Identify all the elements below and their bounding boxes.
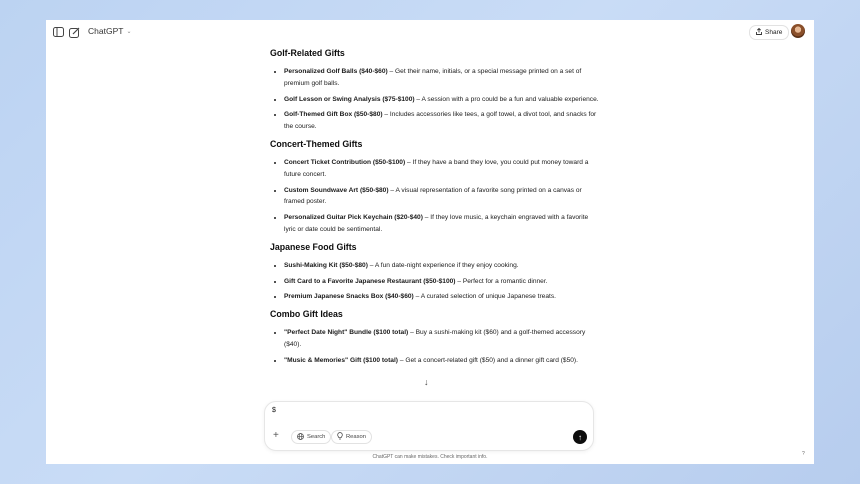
message-composer[interactable] [264, 401, 594, 451]
search-button[interactable] [291, 430, 331, 444]
new-chat-icon[interactable] [68, 26, 80, 38]
list-item [284, 291, 600, 303]
item-text: – Get their name, initials, or a special message printed on a set of premium golf balls. [284, 68, 582, 87]
list-item [284, 66, 600, 90]
share-icon [756, 28, 762, 37]
item-title: Concert Ticket Contribution ($50-$100) [284, 158, 406, 166]
sidebar-icon[interactable] [52, 26, 64, 38]
section-title: Concert-Themed Gifts [270, 138, 363, 149]
list-item [284, 212, 600, 236]
top-bar [46, 20, 814, 44]
item-title: "Perfect Date Night" Bundle ($100 total) [284, 329, 409, 337]
item-title: Premium Japanese Snacks Box ($40-$60) [284, 293, 414, 301]
gift-list [270, 66, 600, 133]
search-label: Search [307, 434, 326, 440]
item-text: – A session with a pro could be a fun and valuable experience. [414, 95, 599, 103]
chevron-down-icon: ⌄ [126, 28, 132, 35]
list-item [284, 260, 600, 272]
model-selector[interactable] [88, 26, 131, 36]
item-title: Sushi-Making Kit ($50-$80) [284, 261, 368, 269]
section-title: Combo Gift Ideas [270, 309, 343, 320]
section-title: Golf-Related Gifts [270, 48, 345, 58]
item-text: – Perfect for a romantic dinner. [455, 277, 548, 285]
item-text: – Includes accessories like tees, a golf towel, a divot tool, and snacks for the course. [284, 111, 597, 131]
send-button[interactable]: ↑ [573, 430, 587, 444]
reason-label: Reason [346, 434, 366, 440]
item-title: Custom Soundwave Art ($50-$80) [284, 186, 389, 194]
share-button[interactable] [749, 25, 789, 40]
section-concert [270, 139, 600, 236]
item-text: – A fun date-night experience if they enjoy cooking. [367, 261, 519, 269]
gift-list [270, 327, 600, 366]
item-text: – If they have a band they love, you could put money toward a future concert. [284, 158, 589, 178]
item-title: Gift Card to a Favorite Japanese Restaurant ($50-$100) [284, 277, 456, 285]
item-title: Golf Lesson or Swing Analysis ($75-$100) [284, 95, 415, 103]
share-label: Share [765, 29, 783, 36]
lightbulb-icon [337, 432, 343, 442]
item-text: – A curated selection of unique Japanese treats. [413, 293, 556, 301]
list-item [284, 327, 600, 351]
attach-plus-icon[interactable]: + [273, 430, 279, 441]
item-text: – Buy a sushi-making kit ($60) and a golf-themed accessory ($40). [284, 329, 586, 348]
item-title: Golf-Themed Gift Box ($50-$80) [284, 111, 383, 119]
globe-icon [297, 433, 304, 442]
item-title: Personalized Guitar Pick Keychain ($20-$40) [284, 214, 423, 222]
model-label: ChatGPT [88, 26, 124, 36]
reason-button[interactable] [331, 430, 372, 444]
item-text: – Get a concert-related gift ($50) and a dinner gift card ($50). [397, 356, 578, 364]
item-text: – If they love music, a keychain engraved with a favorite lyric or date could be sentimental. [284, 214, 589, 233]
list-item [284, 276, 600, 288]
avatar[interactable] [791, 24, 805, 38]
section-golf [270, 48, 600, 133]
gift-list [270, 157, 600, 236]
help-icon[interactable]: ? [802, 451, 805, 457]
item-title: Personalized Golf Balls ($40-$60) [284, 68, 388, 75]
assistant-message [270, 46, 600, 373]
scroll-down-icon[interactable]: ↓ [424, 377, 429, 387]
section-title: Japanese Food Gifts [270, 241, 357, 252]
item-text: – A visual representation of a favorite song printed on a canvas or framed poster. [284, 186, 582, 206]
list-item [284, 185, 600, 209]
prompt-input[interactable]: $ [272, 407, 276, 414]
item-title: "Music & Memories" Gift ($100 total) [284, 356, 398, 364]
section-japanese-food [270, 242, 600, 303]
list-item [284, 109, 600, 133]
section-combo [270, 309, 600, 366]
list-item [284, 157, 600, 181]
gift-list [270, 260, 600, 303]
list-item [284, 94, 600, 106]
disclaimer-text: ChatGPT can make mistakes. Check important info. [372, 454, 488, 460]
list-item [284, 355, 600, 367]
chat-window [46, 20, 814, 464]
